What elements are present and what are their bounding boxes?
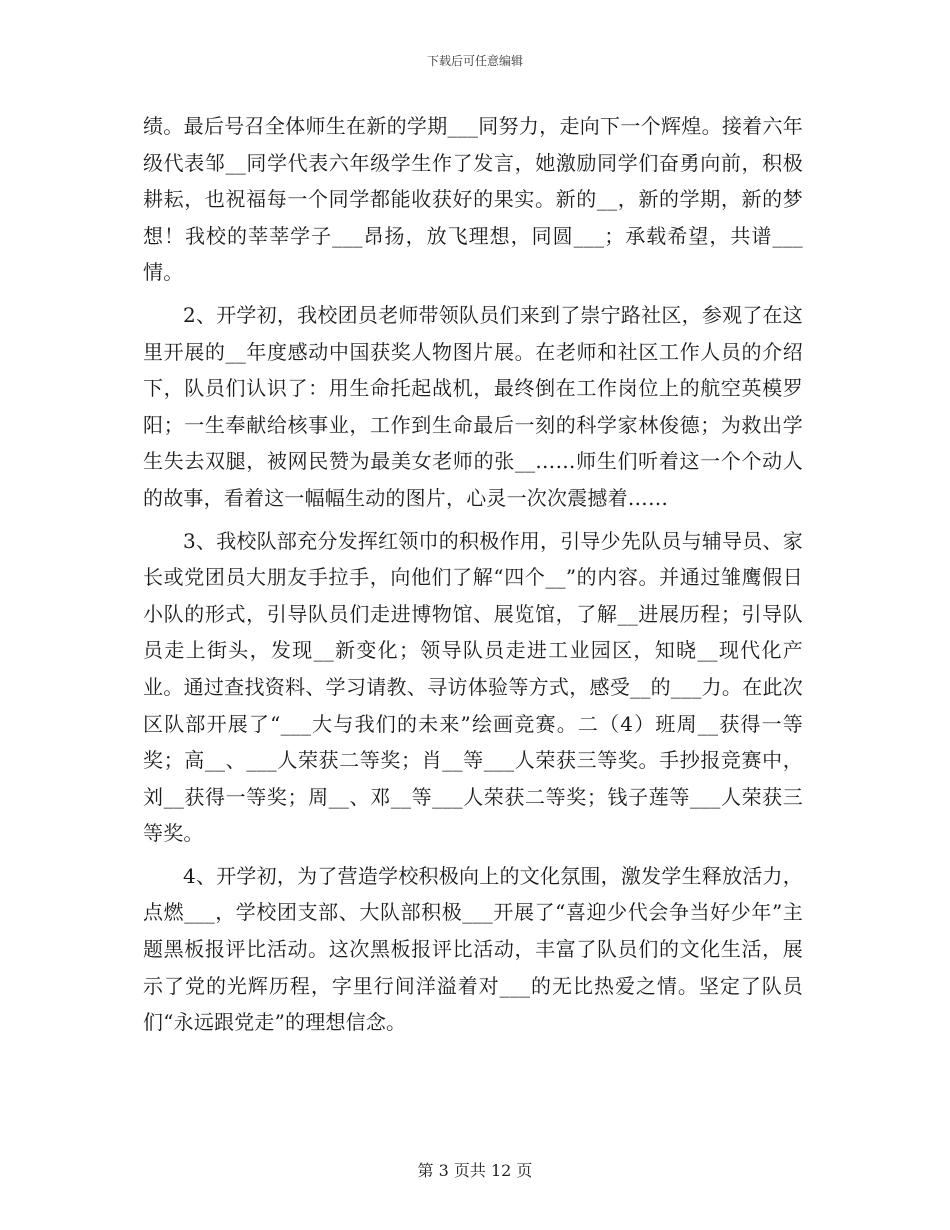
paragraph-item-4: 4、开学初，为了营造学校积极向上的文化氛围，激发学生释放活力，点燃___，学校团支部、大队部积极___开展了“喜迎少代会争当好少年”主题黑板报评比活动。这次黑板报评比活动，丰富了队员们的文化生活，展示了党的光辉历程，字里行间洋溢着对___的无比热爱之情。坚定了队员们“永远跟党走”的理想信念。	[143, 863, 803, 1035]
page-number: 第 3 页共 12 页	[417, 1161, 533, 1180]
paragraph-continuation: 绩。最后号召全体师生在新的学期___同努力，走向下一个辉煌。接着六年级代表邹__同学代表六年级学生作了发言，她激励同学们奋勇向前，积极耕耘，也祝福每一个同学都能收获好的果实。新的__，新的学期，新的梦想！我校的莘莘学子___昂扬，放飞理想，同圆___；承载希望，共谱___情。	[143, 114, 803, 285]
document-body	[143, 108, 803, 1047]
page-header: 下载后可任意编辑	[426, 54, 523, 68]
paragraph-item-3: 3、我校队部充分发挥红领巾的积极作用，引导少先队员与辅导员、家长或党团员大朋友手拉手，向他们了解“四个__”的内容。并通过雏鹰假日小队的形式，引导队员们走进博物馆、展览馆，了解__进展历程；引导队员走上街头，发现__新变化；领导队员走进工业园区，知晓__现代化产业。通过查找资料、学习请教、寻访体验等方式，感受__的___力。在此次区队部开展了“___大与我们的未来”绘画竞赛。二（4）班周__获得一等奖；高__、___人荣获二等奖；肖__等___人荣获三等奖。手抄报竞赛中，刘__获得一等奖；周__、邓__等___人荣获二等奖；钱子莲等___人荣获三等奖。	[143, 528, 803, 846]
paragraph-item-2: 2、开学初，我校团员老师带领队员们来到了崇宁路社区，参观了在这里开展的__年度感动中国获奖人物图片展。在老师和社区工作人员的介绍下，队员们认识了：用生命托起战机，最终倒在工作岗位上的航空英模罗阳；一生奉献给核事业，工作到生命最后一刻的科学家林俊德；为救出学生失去双腿，被网民赞为最美女老师的张__……师生们听着这一个个动人的故事，看着这一幅幅生动的图片，心灵一次次震撼着……	[143, 302, 803, 510]
